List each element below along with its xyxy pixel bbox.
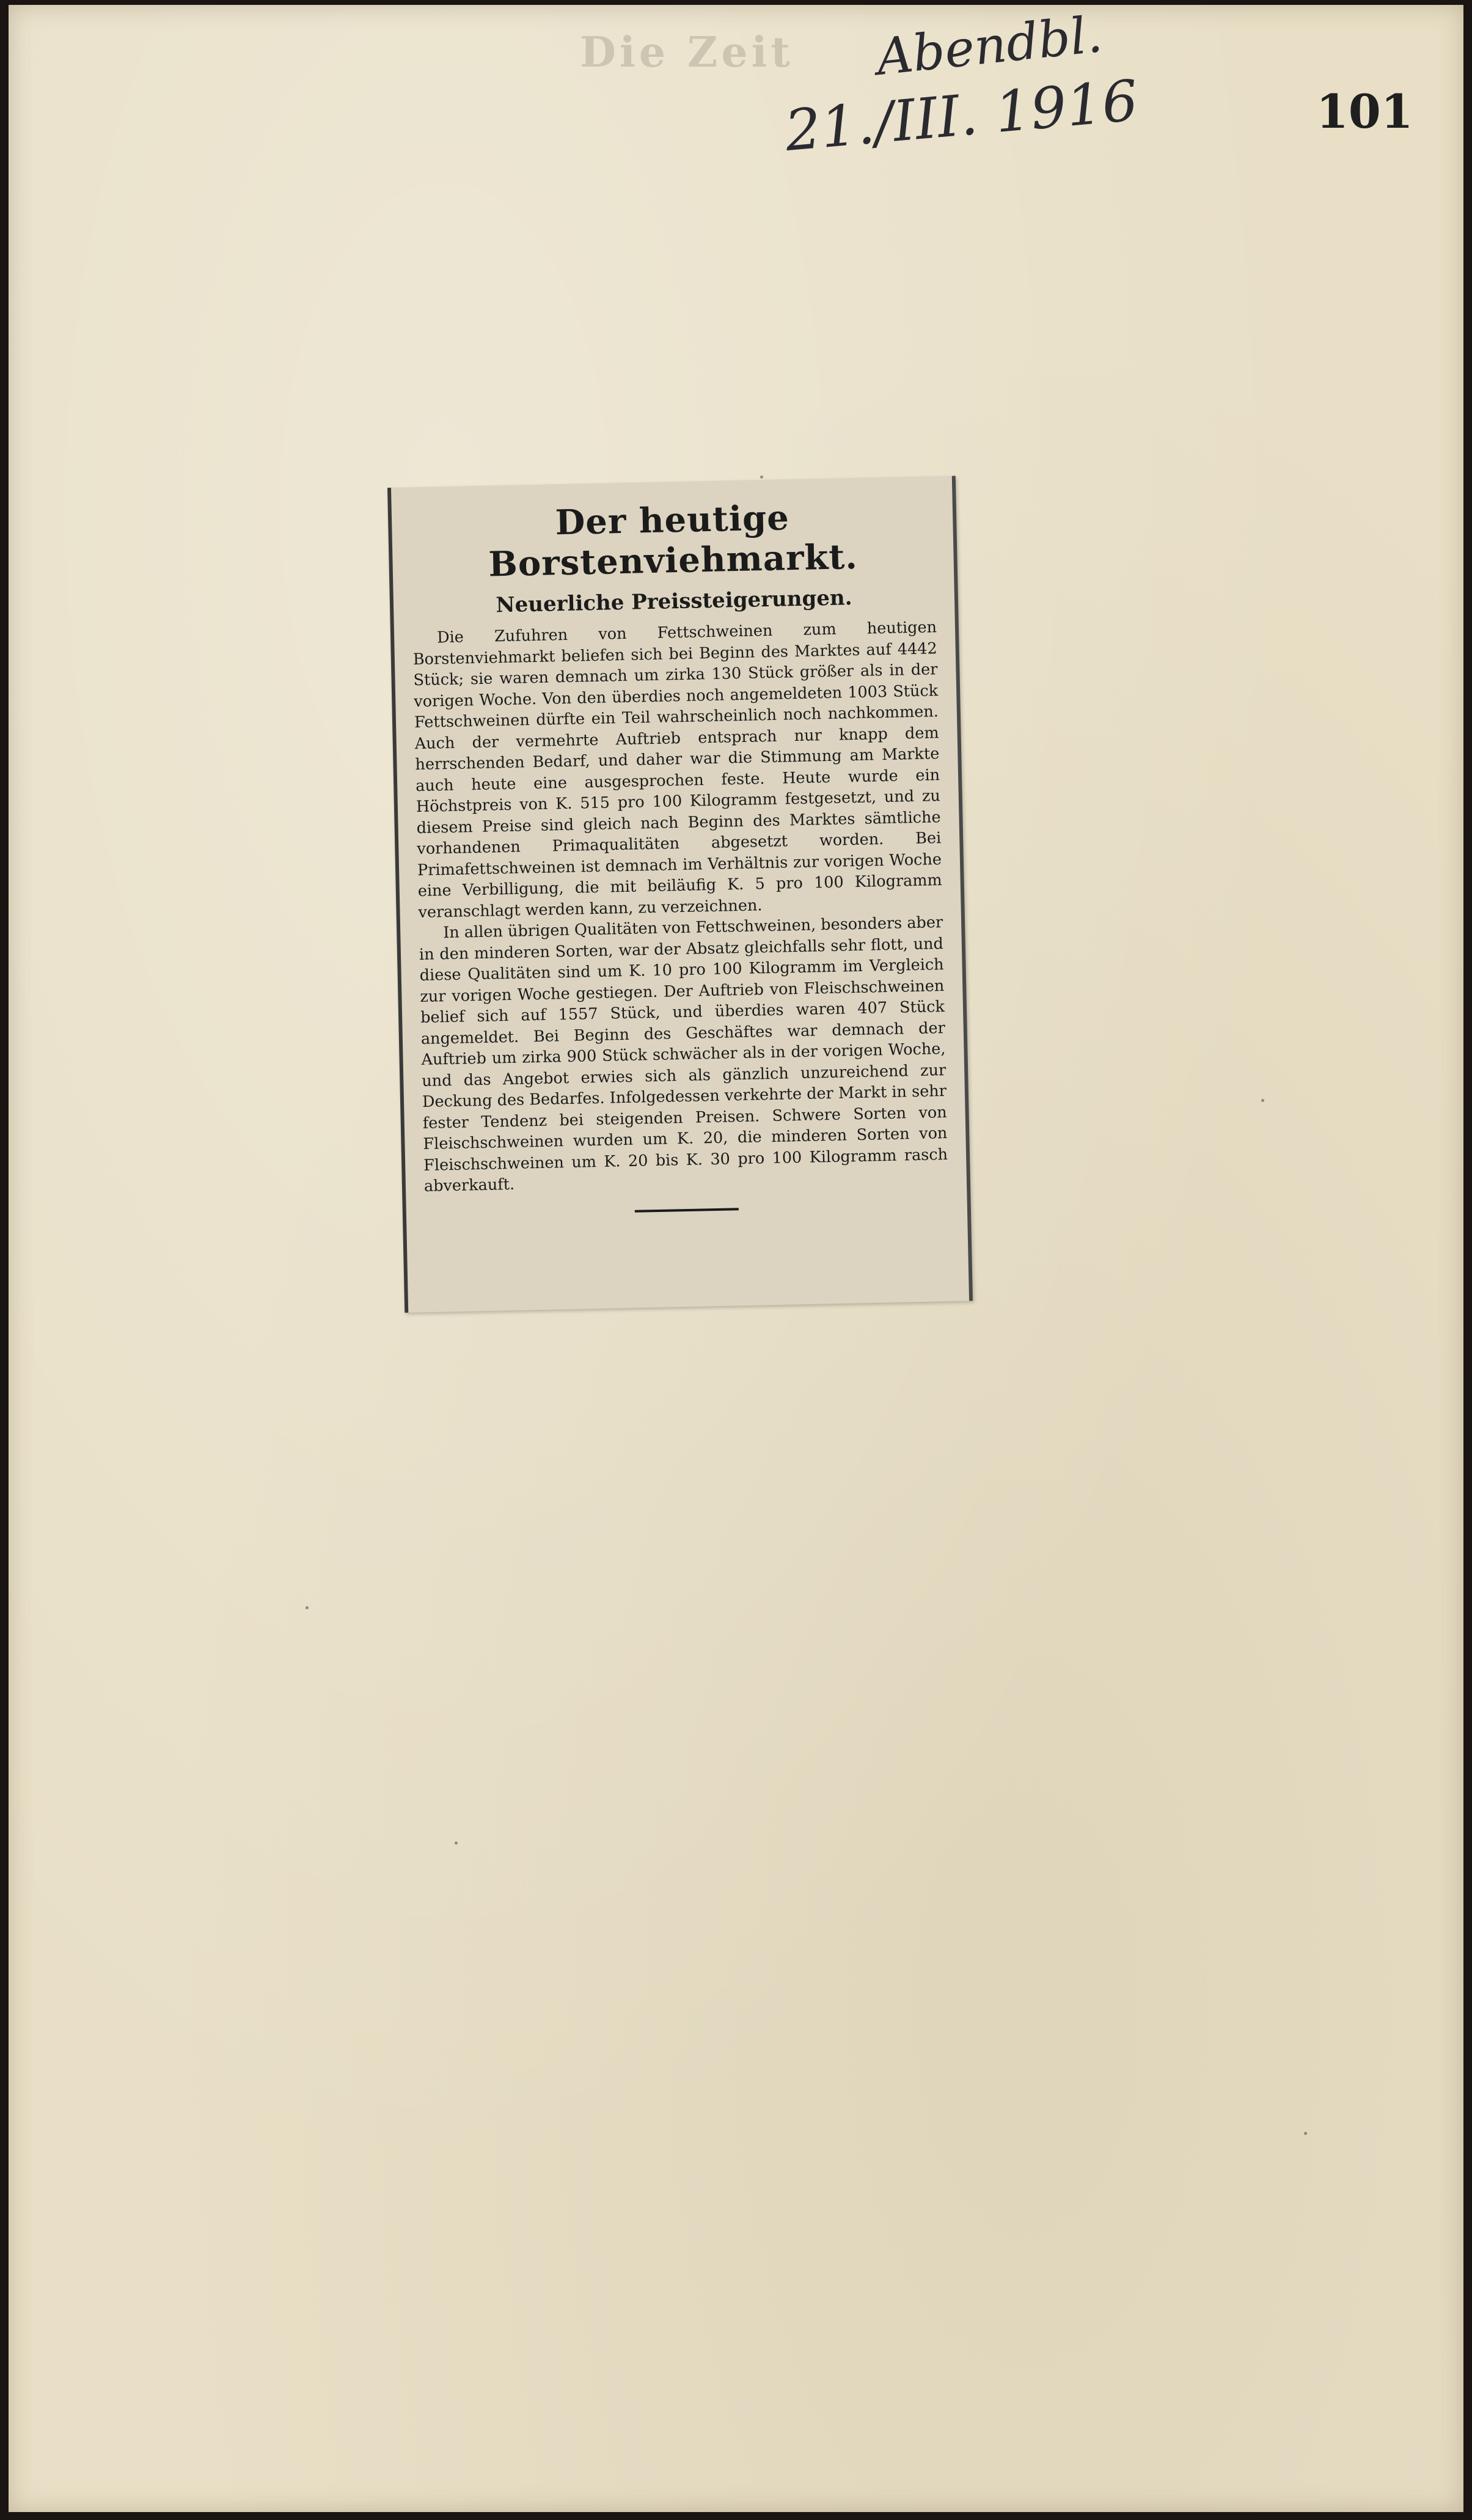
page-number: 101 — [1316, 84, 1413, 139]
paper-speck — [1261, 1099, 1264, 1102]
newspaper-clipping — [387, 476, 973, 1313]
archive-sheet — [9, 5, 1463, 2512]
paper-speck — [306, 1606, 309, 1609]
handwritten-source-note: Abendbl. — [874, 5, 1105, 87]
article-paragraph: Die Zufuhren von Fettschweinen zum heutigen Borstenviehmarkt beliefen sich bei Beginn des Marktes auf 4442 Stück; sie waren demnach um zirka 130 Stück größer als in der vorigen Woche. Von den überdies noch angemeldeten 1003 Stück Fettschweinen dürfte ein Teil wahrscheinlich noch nachkommen. Auch der vermehrte Auftrieb entsprach nur knapp dem herrschenden Bedarf, und daher war die Stimmung am Markte auch heute eine ausgesprochen feste. Heute wurde ein Höchstpreis von K. 515 pro 100 Kilogramm festgesetzt, und zu diesem Preise sind gleich nach Beginn des Marktes sämtliche vorhandenen Primaqualitäten abgesetzt worden. Bei Primafettschweinen ist demnach im Verhältnis zur vorigen Woche eine Verbilligung, die mit beiläufig K. 5 pro 100 Kilogramm veranschlagt werden kann, zu verzeichnen. — [412, 618, 942, 922]
handwritten-date: 21./III. 1916 — [782, 67, 1141, 164]
article-paragraph: In allen übrigen Qualitäten von Fettschweinen, besonders aber in den minderen Sorten, war der Absatz gleichfalls sehr flott, und diese Qualitäten sind um K. 10 pro 100 Kilogramm im Vergleich zur vorigen Woche gestiegen. Der Auftrieb von Fleischschweinen belief sich auf 1557 Stück, und überdies waren 407 Stück angemeldet. Bei Beginn des Geschäftes war demnach der Auftrieb um zirka 900 Stück schwächer als in der vorigen Woche, und das Angebot erwies sich als gänzlich unzureichend zur Deckung des Bedarfes. Infolgedessen verkehrte der Markt in sehr fester Tendenz bei steigenden Preisen. Schwere Sorten von Fleischschweinen wurden um K. 20, die minderen Sorten von Fleischschweinen um K. 20 bis K. 30 pro 100 Kilogramm rasch abverkauft. — [419, 913, 948, 1196]
article-end-rule — [635, 1208, 739, 1213]
paper-speck — [1304, 2132, 1307, 2135]
article-subtitle: Neuerliche Preissteigerungen. — [496, 586, 852, 618]
newspaper-stamp: Die Zeit — [580, 28, 794, 77]
paper-speck — [455, 1842, 458, 1845]
article-title: Der heutige Borstenviehmarkt. — [488, 498, 859, 585]
paper-speck — [760, 476, 763, 479]
